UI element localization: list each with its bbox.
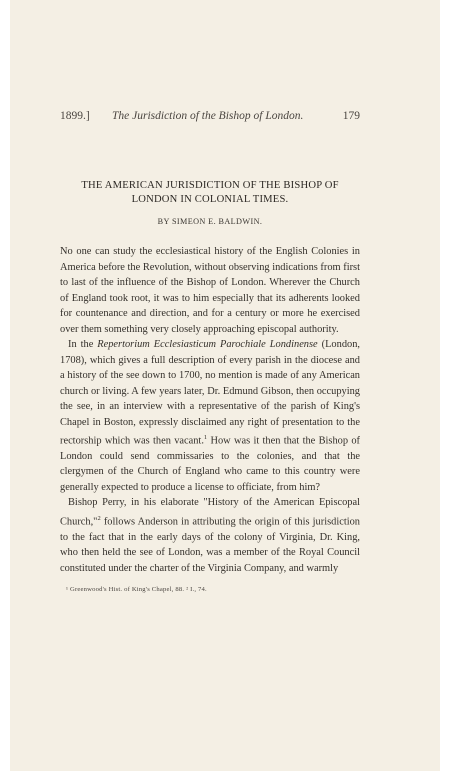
paragraph-3-end: follows Anderson in attributing the origin of this jurisdiction to the fact that in the early days of the colony of Virginia, Dr. King, who then held the see of London, was a member of the Royal Council constituted under the charter of the Virginia Company, and warmly [60,516,360,574]
running-head [60,110,360,126]
paragraph-2-end: How was it then that the Bishop of London could send commissaries to the colonies, and that the clergymen of the Church of England who came to this country were generally expected to produce a license to officiate, from him? [60,435,361,493]
paragraph-2-middle: (London, 1708), which gives a full description of every parish in the diocese and a history of the see down to 1700, no mention is made of any American church or living. A few years later, Dr. Edmund Gibson, then occupying the see, in an interview with a representative of the parish of King's Chapel in Boston, expressly disclaimed any right of presentation to the rectorship which was then vacant. [60,339,361,447]
article-byline: BY SIMEON E. BALDWIN. [157,217,263,226]
article-body [60,244,360,576]
page-number: 179 [342,110,360,122]
footnotes [60,586,360,593]
article-title: THE AMERICAN JURISDICTION OF THE BISHOP OF LONDON IN COLONIAL TIMES. [81,180,339,205]
running-head-year: 1899.] [60,110,90,122]
paragraph-2-start: In the [68,339,98,350]
paragraph-2 [60,337,360,495]
footnote-1: ¹ Greenwood's Hist. of King's Chapel, 88. [66,586,185,594]
paragraph-3-start: Bishop Perry, in his elaborate "History of the American Episcopal Church," [60,497,360,528]
paragraph-2-italic-title: Repertorium Ecclesiasticum Parochiale Londinense [97,339,318,350]
footnote-ref-1: 1 [203,434,208,441]
page-content [60,110,360,593]
paragraph-1: No one can study the ecclesiastical history of the English Colonies in America before the Revolution, without observing indications from first to last of the influence of the Bishop of London. Wherever the Church of England took root, it was to him especially that its adherents looked for countenance and direction, and for a century or more he exercised over them something very closely approaching episcopal authority. [60,246,360,335]
footnote-ref-2: 2 [97,514,101,522]
page-edge [440,0,450,771]
running-head-title: The Jurisdiction of the Bishop of London. [112,110,304,122]
footnote-2: ² I., 74. [186,586,207,594]
paragraph-3 [60,495,360,576]
